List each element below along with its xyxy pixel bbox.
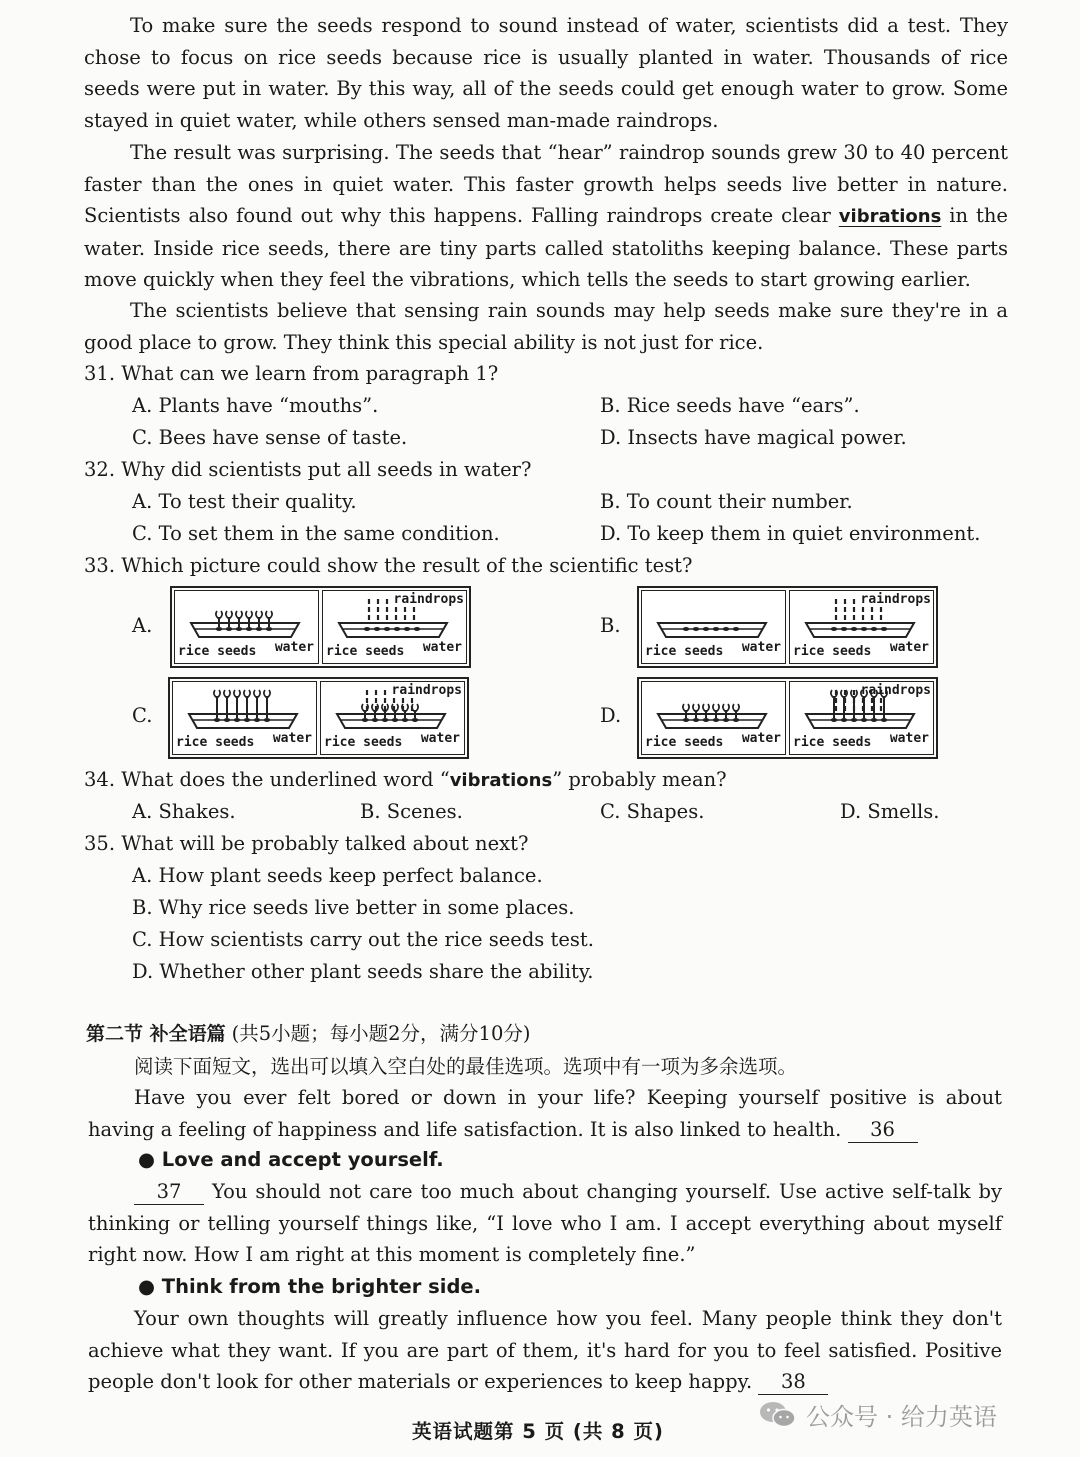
water-label: water xyxy=(420,731,460,746)
figure-option-c xyxy=(168,677,469,759)
passage-paragraph-2-part-b: in the water. Inside rice seeds, there are tiny parts called statoliths keeping balance. These parts move quickly when they feel the vibrations, which tells the seeds to start growing earlier. xyxy=(84,204,1008,292)
rice-seeds-label: rice seeds xyxy=(178,644,257,659)
watermark xyxy=(758,1396,997,1432)
raindrops-label: raindrops xyxy=(393,592,464,607)
bullet-heading-2: ● Think from the brighter side. xyxy=(138,1275,482,1298)
question-33-option-c-letter: C. xyxy=(132,704,153,727)
section-2-instruction: 阅读下面短文，选出可以填入空白处的最佳选项。选项中有一项为多余选项。 xyxy=(134,1055,798,1078)
section-2-paragraph-1-text: Have you ever felt bored or down in your life? Keeping yourself positive is about having a feeling of happiness and life satisfaction. It is also linked to health. xyxy=(88,1086,1002,1141)
water-label: water xyxy=(889,640,929,655)
water-label: water xyxy=(741,640,781,655)
question-35-stem: 35. What will be probably talked about next? xyxy=(84,832,529,855)
rice-seeds-label: rice seeds xyxy=(324,735,403,750)
passage-paragraph-2-part-a: The result was surprising. The seeds that “hear” raindrop sounds grew 30 to 40 percent faster than the ones in quiet water. This faster growth helps seeds live better in nature. Scientists also found out why this happens. Falling raindrops create clear xyxy=(84,141,1008,228)
rice-seeds-label: rice seeds xyxy=(645,644,724,659)
question-32-option-a: A. To test their quality. xyxy=(132,490,357,513)
rice-seeds-label: rice seeds xyxy=(176,735,255,750)
section-2-paragraph-2 xyxy=(88,1176,1002,1271)
water-label: water xyxy=(422,640,462,655)
blank-36[interactable]: 36 xyxy=(848,1118,918,1143)
section-2-paragraph-2-text: You should not care too much about changing yourself. Use active self-talk by thinking or telling yourself things like, “I love who I am. I accept everything about myself right now. How I am right at this moment is completely fine.” xyxy=(88,1180,1002,1267)
section-2-paragraph-3 xyxy=(88,1303,1002,1398)
panel-b-rain xyxy=(789,590,934,664)
question-31-option-a: A. Plants have “mouths”. xyxy=(132,394,379,417)
question-33-stem: 33. Which picture could show the result of the scientific test? xyxy=(84,554,693,577)
figure-option-b xyxy=(637,586,938,668)
section-2-heading xyxy=(86,1019,530,1049)
water-label: water xyxy=(272,731,312,746)
panel-c-quiet xyxy=(172,681,317,755)
question-31-option-d: D. Insects have magical power. xyxy=(600,426,907,449)
section-2-paragraph-1 xyxy=(88,1082,1002,1145)
question-31-stem: 31. What can we learn from paragraph 1? xyxy=(84,362,499,385)
rice-seeds-label: rice seeds xyxy=(645,735,724,750)
question-31-option-c: C. Bees have sense of taste. xyxy=(132,426,408,449)
raindrops-label: raindrops xyxy=(860,592,931,607)
question-35-option-d: D. Whether other plant seeds share the ability. xyxy=(132,960,594,983)
panel-c-rain xyxy=(320,681,465,755)
question-34-stem-part-a: 34. What does the underlined word “ xyxy=(84,768,450,791)
water-label: water xyxy=(889,731,929,746)
question-34-option-b: B. Scenes. xyxy=(360,800,463,823)
wechat-icon xyxy=(758,1399,798,1429)
blank-37[interactable]: 37 xyxy=(134,1180,204,1205)
question-35-option-b: B. Why rice seeds live better in some places. xyxy=(132,896,575,919)
passage-paragraph-3: The scientists believe that sensing rain sounds may help seeds make sure they're in a good place to grow. They think this special ability is not just for rice. xyxy=(84,299,1008,354)
figure-option-d xyxy=(637,677,938,759)
underlined-word-vibrations: vibrations xyxy=(838,206,942,228)
page-footer: 英语试题第 5 页 (共 8 页) xyxy=(412,1420,664,1443)
bullet-heading-1: ● Love and accept yourself. xyxy=(138,1148,444,1171)
panel-a-quiet xyxy=(174,590,319,664)
question-34-option-a: A. Shakes. xyxy=(132,800,236,823)
water-label: water xyxy=(741,731,781,746)
figure-option-a xyxy=(170,586,471,668)
question-33-option-b-letter: B. xyxy=(600,614,621,637)
watermark-text: 公众号 · 给力英语 xyxy=(806,1402,997,1431)
question-34-keyword: vibrations xyxy=(449,770,553,791)
section-2-title: 第二节 补全语篇 xyxy=(86,1023,226,1045)
rice-seeds-label: rice seeds xyxy=(326,644,405,659)
raindrops-label: raindrops xyxy=(860,683,931,698)
passage-paragraph-1: To make sure the seeds respond to sound instead of water, scientists did a test. They chose to focus on rice seeds because rice is usually planted in water. Thousands of rice seeds were put in water. By this way, all of the seeds could get enough water to grow. Some stayed in quiet water, while others sensed man-made raindrops. xyxy=(84,14,1008,132)
question-32-stem: 32. Why did scientists put all seeds in water? xyxy=(84,458,532,481)
question-33-option-a-letter: A. xyxy=(132,614,153,637)
question-34-stem xyxy=(84,765,727,796)
question-35-option-c: C. How scientists carry out the rice seeds test. xyxy=(132,928,594,951)
question-32-option-b: B. To count their number. xyxy=(600,490,853,513)
question-34-option-c: C. Shapes. xyxy=(600,800,705,823)
section-2-paragraph-3-text: Your own thoughts will greatly influence how you feel. Many people think they don't achieve what they want. If you are part of them, it's hard for you to feel satisfied. Positive people don't look for other materials or experiences to keep happy. xyxy=(88,1307,1002,1394)
question-34-stem-part-b: ” probably mean? xyxy=(552,768,727,791)
question-32-option-d: D. To keep them in quiet environment. xyxy=(600,522,981,545)
question-35-option-a: A. How plant seeds keep perfect balance. xyxy=(132,864,543,887)
rice-seeds-label: rice seeds xyxy=(793,644,872,659)
question-33-option-d-letter: D. xyxy=(600,704,622,727)
section-2-scoring: (共5小题；每小题2分，满分10分) xyxy=(231,1022,531,1045)
question-34-option-d: D. Smells. xyxy=(840,800,940,823)
water-label: water xyxy=(274,640,314,655)
blank-38[interactable]: 38 xyxy=(758,1370,828,1395)
panel-a-rain xyxy=(322,590,467,664)
panel-d-quiet xyxy=(641,681,786,755)
question-32-option-c: C. To set them in the same condition. xyxy=(132,522,500,545)
question-31-option-b: B. Rice seeds have “ears”. xyxy=(600,394,860,417)
panel-b-quiet xyxy=(641,590,786,664)
raindrops-label: raindrops xyxy=(391,683,462,698)
panel-d-rain xyxy=(789,681,934,755)
passage-paragraph-2 xyxy=(84,137,1008,296)
rice-seeds-label: rice seeds xyxy=(793,735,872,750)
